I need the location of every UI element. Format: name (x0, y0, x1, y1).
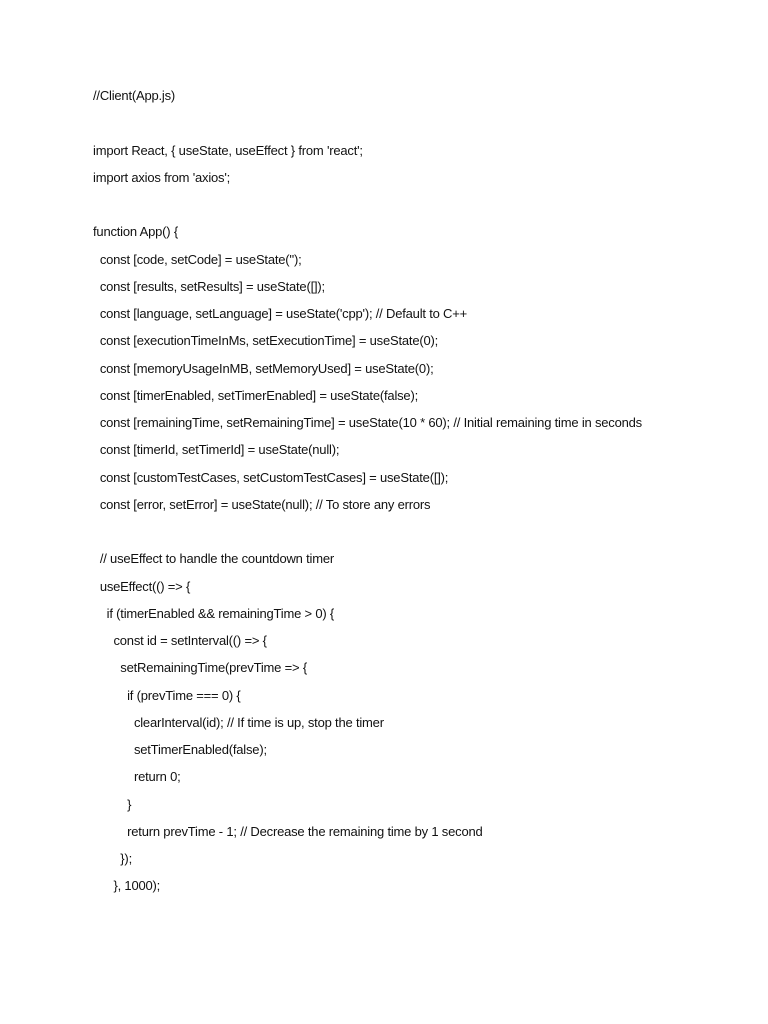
code-line: }, 1000); (93, 878, 161, 894)
code-line: }); (93, 851, 132, 866)
code-line (93, 113, 753, 140)
code-line: clearInterval(id); // If time is up, stop the timer (93, 714, 384, 730)
code-line: // useEffect to handle the countdown timer (93, 551, 334, 567)
code-line: useEffect(() => { (93, 578, 191, 594)
code-line (93, 522, 753, 549)
code-line (93, 195, 753, 222)
code-line: setTimerEnabled(false); (93, 742, 267, 757)
code-line: //Client(App.js) (93, 88, 176, 103)
code-line: import axios from 'axios'; (93, 169, 231, 185)
code-line: function App() { (93, 224, 178, 240)
code-line: const [language, setLanguage] = useState('cpp'); // Default to C++ (93, 306, 468, 321)
code-line: const [executionTimeInMs, setExecutionTime] = useState(0); (93, 333, 439, 349)
code-line: const [error, setError] = useState(null); // To store any errors (93, 496, 431, 512)
code-line: } (93, 796, 132, 812)
code-line: const [customTestCases, setCustomTestCases] = useState([]); (93, 469, 449, 485)
code-line: const [code, setCode] = useState(''); (93, 251, 302, 267)
code-line: const [results, setResults] = useState([]); (93, 278, 325, 294)
code-line: if (prevTime === 0) { (93, 687, 241, 703)
code-line: const [timerId, setTimerId] = useState(null); (93, 442, 340, 458)
code-line: const [timerEnabled, setTimerEnabled] = useState(false); (93, 387, 418, 403)
code-line: const [remainingTime, setRemainingTime] = useState(10 * 60); // Initial remaining time in seconds (93, 415, 642, 430)
code-line: const id = setInterval(() => { (93, 633, 267, 648)
code-line: setRemainingTime(prevTime => { (93, 660, 307, 676)
code-line: import React, { useState, useEffect } from 'react'; (93, 142, 363, 158)
code-block (93, 86, 753, 904)
code-line: const [memoryUsageInMB, setMemoryUsed] = useState(0); (93, 360, 434, 376)
code-line: return 0; (93, 769, 181, 785)
code-line: if (timerEnabled && remainingTime > 0) { (93, 605, 335, 621)
code-line: return prevTime - 1; // Decrease the remaining time by 1 second (93, 823, 483, 839)
